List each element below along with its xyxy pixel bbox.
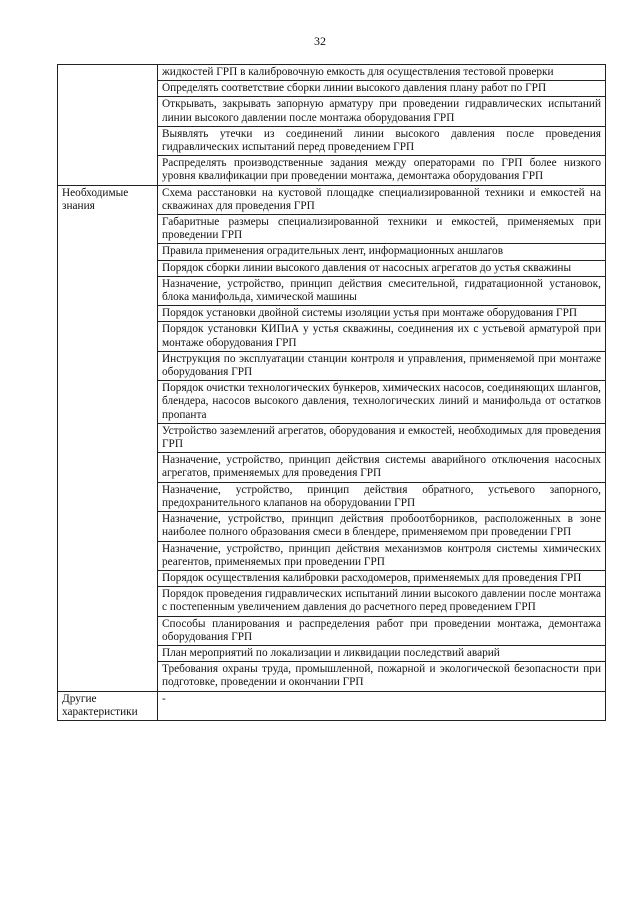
item-text: Назначение, устройство, принцип действия смесительной, гидратационной установок, блока манифольда, химической машины xyxy=(158,276,606,305)
item-text: Выявлять утечки из соединений линии высокого давления после проведения гидравлических испытаний перед проведением ГРП xyxy=(158,126,606,155)
competency-table-body xyxy=(58,65,606,721)
item-text: Порядок установки КИПиА у устья скважины, соединения их с устьевой арматурой при монтаже оборудования ГРП xyxy=(158,322,606,351)
item-text: Назначение, устройство, принцип действия обратного, устьевого запорного, предохранительного клапанов на оборудовании ГРП xyxy=(158,482,606,511)
other-characteristics-row xyxy=(58,691,606,720)
item-text: Габаритные размеры специализированной техники и емкостей, применяемых при проведении ГРП xyxy=(158,215,606,244)
item-text: Способы планирования и распределения работ при проведении монтажа, демонтажа оборудования ГРП xyxy=(158,616,606,645)
page-number: 32 xyxy=(314,34,326,48)
item-text: Порядок очистки технологических бункеров, химических насосов, соединяющих шлангов, блендера, насосов высокого давления, технологических линий и манифольда от остатков пропанта xyxy=(158,381,606,424)
item-text: Назначение, устройство, принцип действия механизмов контроля системы химических реагентов, применяемых при проведении ГРП xyxy=(158,541,606,570)
skill-row xyxy=(58,65,606,81)
item-text: Требования охраны труда, промышленной, пожарной и экологической безопасности при подготовке, проведении и окончании ГРП xyxy=(158,662,606,691)
knowledge-row xyxy=(58,185,606,214)
item-text: Открывать, закрывать запорную арматуру при проведении гидравлических испытаний линии высокого давлении после монтажа оборудования ГРП xyxy=(158,97,606,126)
item-text: Схема расстановки на кустовой площадке специализированной техники и емкостей на скважинах для проведения ГРП xyxy=(158,185,606,214)
item-text: - xyxy=(158,691,606,720)
item-text: Правила применения оградительных лент, информационных аншлагов xyxy=(158,244,606,260)
item-text: Назначение, устройство, принцип действия системы аварийного отключения насосных агрегатов, применяемых для проведения ГРП xyxy=(158,453,606,482)
section-label: Необходимые знания xyxy=(58,185,158,691)
item-text: жидкостей ГРП в калибровочную емкость для осуществления тестовой проверки xyxy=(158,65,606,81)
item-text: Порядок осуществления калибровки расходомеров, применяемых для проведения ГРП xyxy=(158,570,606,586)
item-text: Порядок установки двойной системы изоляции устья при монтаже оборудования ГРП xyxy=(158,306,606,322)
item-text: Распределять производственные задания между операторами по ГРП более низкого уровня квалификации при проведении монтажа, демонтажа оборудования ГРП xyxy=(158,156,606,185)
competency-table xyxy=(57,64,606,721)
section-label-continued xyxy=(58,65,158,186)
item-text: Определять соответствие сборки линии высокого давления плану работ по ГРП xyxy=(158,81,606,97)
item-text: Назначение, устройство, принцип действия пробоотборников, расположенных в зоне наиболее полного образования смеси в блендере, применяемом при проведении ГРП xyxy=(158,512,606,541)
item-text: Порядок проведения гидравлических испытаний линии высокого давлении после монтажа с постепенным увеличением давления до расчетного перед проведением ГРП xyxy=(158,587,606,616)
item-text: Порядок сборки линии высокого давления от насосных агрегатов до устья скважины xyxy=(158,260,606,276)
item-text: Инструкция по эксплуатации станции контроля и управления, применяемой при монтаже оборудования ГРП xyxy=(158,351,606,380)
section-label: Другие характеристики xyxy=(58,691,158,720)
item-text: Устройство заземлений агрегатов, оборудования и емкостей, необходимых для проведения ГРП xyxy=(158,423,606,452)
item-text: План мероприятий по локализации и ликвидации последствий аварий xyxy=(158,645,606,661)
